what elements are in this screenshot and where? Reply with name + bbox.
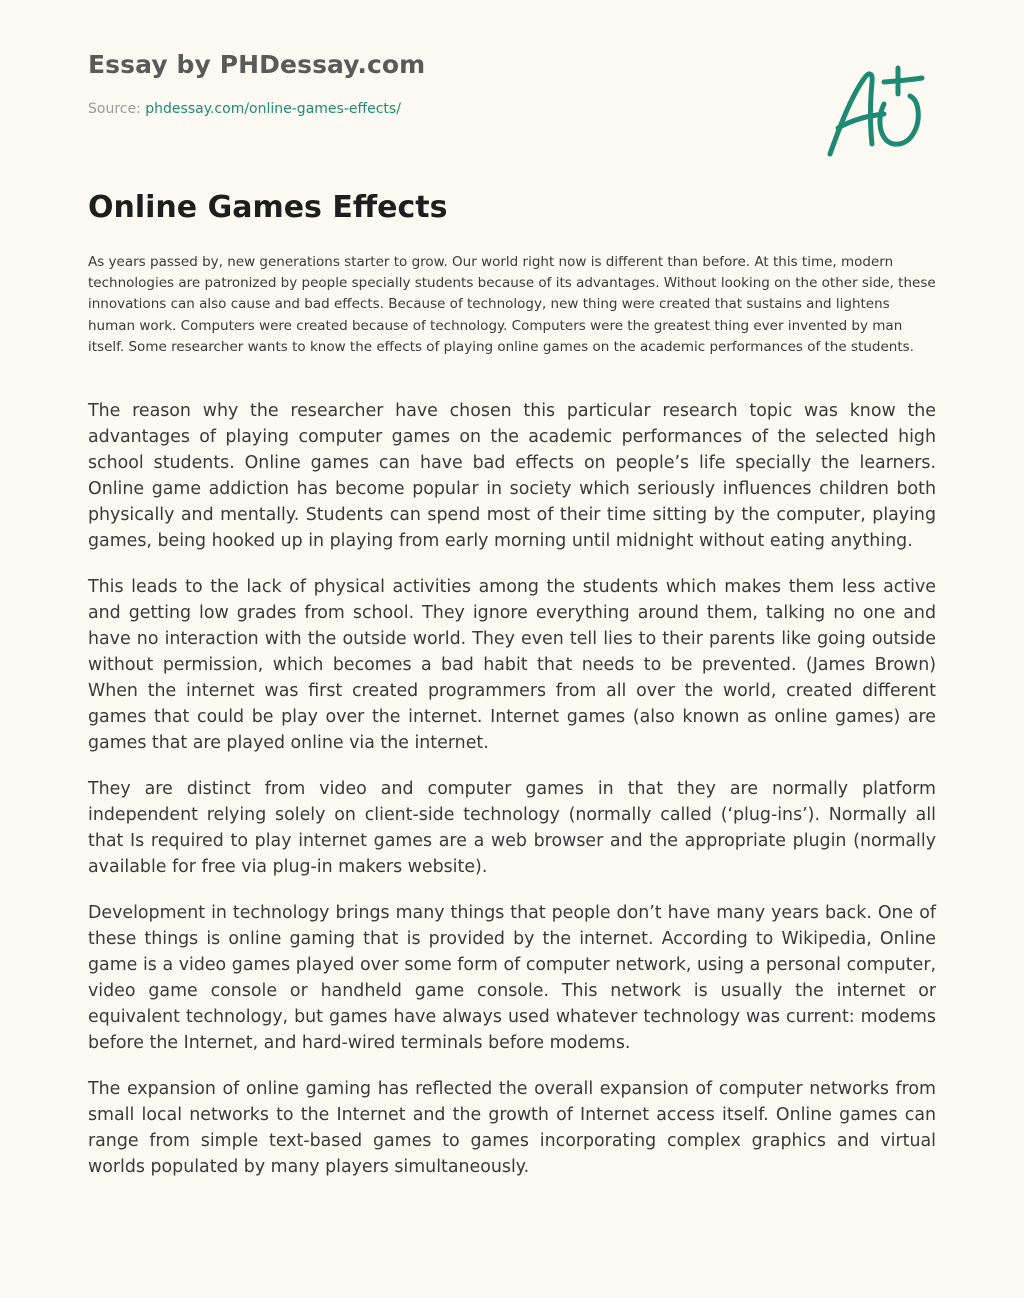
body-paragraph: They are distinct from video and computer games in that they are normally platform independent relying solely on client-side technology (normally called (‘plug-ins’). Normally all that Is required to play internet games are a web browser and the appropriate plugin (normally available for free via plug-in makers website). — [88, 779, 936, 877]
essay-title: Online Games Effects — [88, 190, 448, 225]
intro-paragraph: As years passed by, new generations starter to grow. Our world right now is different than before. At this time, modern technologies are patronized by people specially students because of its advantages. Without looking on the other side, these innovations can also cause and bad effects. Because of technology, new thing were created that sustains and lightens human work. Computers were created because of technology. Computers were the greatest thing ever invented by man itself. Some researcher wants to know the effects of playing online games on the academic performances of the students. — [88, 254, 936, 355]
body-paragraph: Development in technology brings many things that people don’t have many years back. One of these things is online gaming that is provided by the internet. According to Wikipedia, Online game is a video games played over some form of computer network, using a personal computer, video game console or handheld game console. This network is usually the internet or equivalent technology, but games have always used whatever technology was current: modems before the Internet, and hard-wired terminals before modems. — [88, 903, 936, 1053]
source-link[interactable]: phdessay.com/online-games-effects/ — [145, 101, 401, 117]
source-line — [88, 101, 401, 117]
source-label: Source: — [88, 101, 146, 117]
essay-body — [88, 398, 936, 1200]
body-paragraph: The reason why the researcher have chosen this particular research topic was know the advantages of playing computer games on the academic performances of the selected high school students. Online games can have bad effects on people’s life specially the learners. Online game addiction has become popular in society which seriously influences children both physically and mentally. Students can spend most of their time sitting by the computer, playing games, being hooked up in playing from early morning until midnight without eating anything. — [88, 401, 936, 551]
body-paragraph: This leads to the lack of physical activities among the students which makes them less active and getting low grades from school. They ignore everything around them, talking no one and have no interaction with the outside world. They even tell lies to their parents like going outside without permission, which becomes a bad habit that needs to be prevented. (James Brown) When the internet was first created programmers from all over the world, created different games that could be play over the internet. Internet games (also known as online games) are games that are played online via the internet. — [88, 577, 936, 753]
a-plus-logo-icon — [826, 64, 926, 160]
site-title: Essay by PHDessay.com — [88, 50, 426, 79]
body-paragraph: The expansion of online gaming has reflected the overall expansion of computer networks from small local networks to the Internet and the growth of Internet access itself. Online games can range from simple text-based games to games incorporating complex graphics and virtual worlds populated by many players simultaneously. — [88, 1079, 936, 1177]
